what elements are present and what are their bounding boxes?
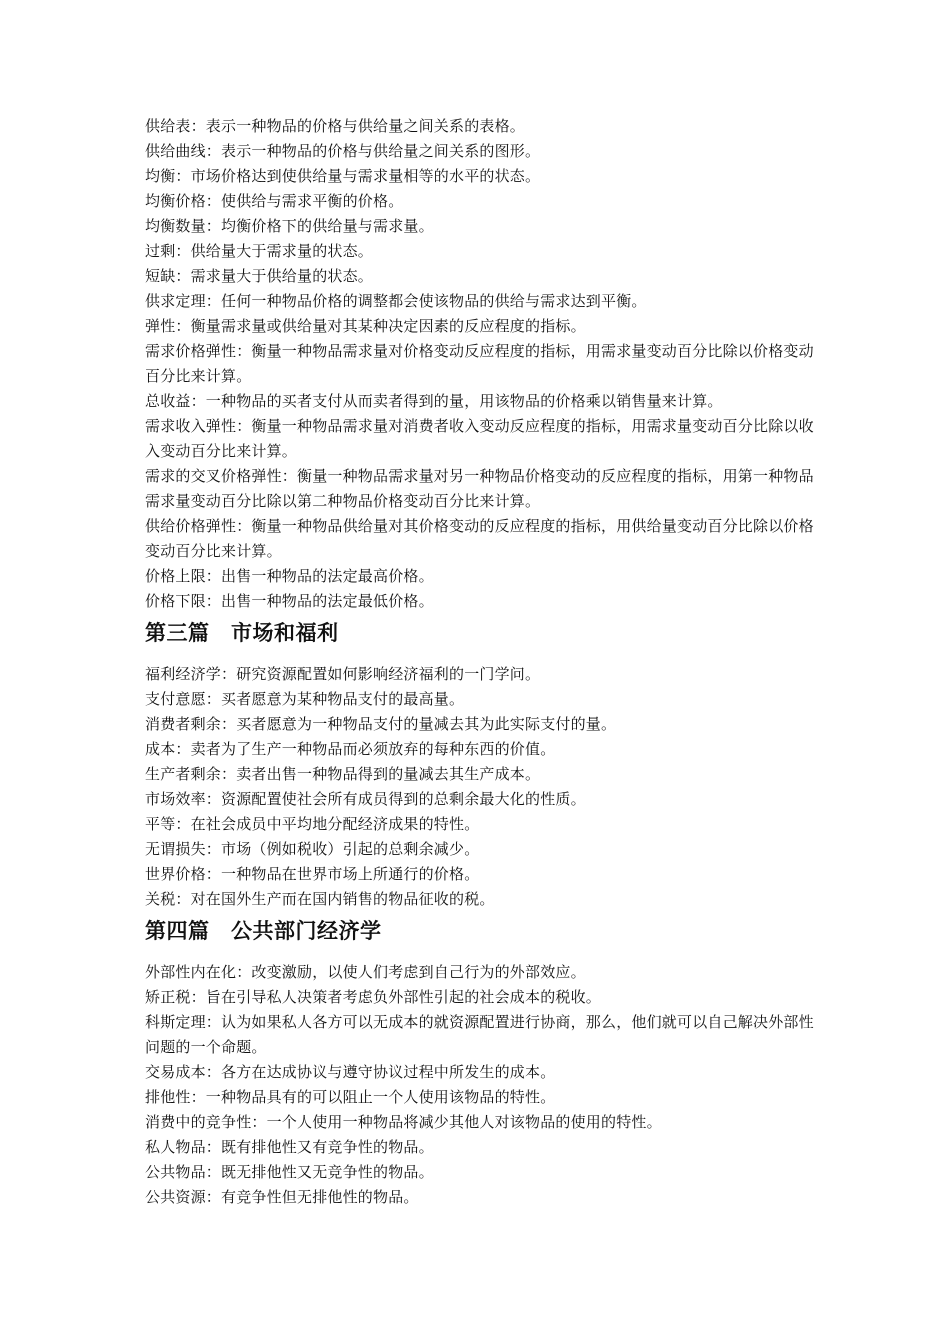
glossary-entry: 公共资源：有竞争性但无排他性的物品。 [145, 1188, 419, 1206]
glossary-entry: 均衡：市场价格达到使供给量与需求量相等的水平的状态。 [145, 167, 541, 185]
glossary-entry: 供给价格弹性：衡量一种物品供给量对其价格变动的反应程度的指标，用供给量变动百分比除以价格变动百分比来计算。 [145, 517, 814, 560]
glossary-entry: 成本：卖者为了生产一种物品而必须放弃的每种东西的价值。 [145, 740, 556, 758]
glossary-entry: 生产者剩余：卖者出售一种物品得到的量减去其生产成本。 [145, 765, 541, 783]
glossary-entry: 市场效率：资源配置使社会所有成员得到的总剩余最大化的性质。 [145, 790, 586, 808]
document-page [145, 114, 825, 1210]
glossary-entry: 消费者剩余：买者愿意为一种物品支付的量减去其为此实际支付的量。 [145, 715, 617, 733]
glossary-entry: 供给表：表示一种物品的价格与供给量之间关系的表格。 [145, 117, 526, 135]
glossary-entry: 过剩：供给量大于需求量的状态。 [145, 242, 374, 260]
glossary-entry: 交易成本：各方在达成协议与遵守协议过程中所发生的成本。 [145, 1063, 556, 1081]
section-title: 市场和福利 [231, 620, 339, 645]
section-number: 第四篇 [145, 918, 210, 943]
glossary-entry: 供求定理：任何一种物品价格的调整都会使该物品的供给与需求达到平衡。 [145, 292, 647, 310]
glossary-entry: 价格下限：出售一种物品的法定最低价格。 [145, 592, 434, 610]
glossary-entry: 需求价格弹性：衡量一种物品需求量对价格变动反应程度的指标，用需求量变动百分比除以价格变动百分比来计算。 [145, 342, 814, 385]
glossary-entry: 科斯定理：认为如果私人各方可以无成本的就资源配置进行协商，那么，他们就可以自己解决外部性问题的一个命题。 [145, 1013, 814, 1056]
glossary-block-3 [145, 662, 825, 912]
glossary-entry: 福利经济学：研究资源配置如何影响经济福利的一门学问。 [145, 665, 541, 683]
section-heading-4 [145, 916, 825, 946]
glossary-block-4 [145, 960, 825, 1210]
glossary-entry: 矫正税：旨在引导私人决策者考虑负外部性引起的社会成本的税收。 [145, 988, 602, 1006]
glossary-entry: 供给曲线：表示一种物品的价格与供给量之间关系的图形。 [145, 142, 541, 160]
section-number: 第三篇 [145, 620, 210, 645]
glossary-entry: 价格上限：出售一种物品的法定最高价格。 [145, 567, 434, 585]
glossary-entry: 世界价格：一种物品在世界市场上所通行的价格。 [145, 865, 480, 883]
glossary-entry: 消费中的竞争性：一个人使用一种物品将减少其他人对该物品的使用的特性。 [145, 1113, 662, 1131]
glossary-entry: 均衡价格：使供给与需求平衡的价格。 [145, 192, 404, 210]
glossary-entry: 关税：对在国外生产而在国内销售的物品征收的税。 [145, 890, 495, 908]
section-title: 公共部门经济学 [231, 918, 382, 943]
glossary-entry: 外部性内在化：改变激励，以使人们考虑到自己行为的外部效应。 [145, 963, 586, 981]
glossary-entry: 短缺：需求量大于供给量的状态。 [145, 267, 374, 285]
glossary-entry: 支付意愿：买者愿意为某种物品支付的最高量。 [145, 690, 465, 708]
glossary-entry: 均衡数量：均衡价格下的供给量与需求量。 [145, 217, 434, 235]
glossary-block-1 [145, 114, 825, 614]
glossary-entry: 总收益：一种物品的买者支付从而卖者得到的量，用该物品的价格乘以销售量来计算。 [145, 392, 723, 410]
glossary-entry: 排他性：一种物品具有的可以阻止一个人使用该物品的特性。 [145, 1088, 556, 1106]
section-heading-3 [145, 618, 825, 648]
glossary-entry: 无谓损失：市场（例如税收）引起的总剩余减少。 [145, 840, 480, 858]
glossary-entry: 私人物品：既有排他性又有竞争性的物品。 [145, 1138, 434, 1156]
glossary-entry: 公共物品：既无排他性又无竞争性的物品。 [145, 1163, 434, 1181]
glossary-entry: 需求的交叉价格弹性：衡量一种物品需求量对另一种物品价格变动的反应程度的指标，用第一种物品需求量变动百分比除以第二种物品价格变动百分比来计算。 [145, 467, 814, 510]
glossary-entry: 弹性：衡量需求量或供给量对其某种决定因素的反应程度的指标。 [145, 317, 586, 335]
glossary-entry: 平等：在社会成员中平均地分配经济成果的特性。 [145, 815, 480, 833]
glossary-entry: 需求收入弹性：衡量一种物品需求量对消费者收入变动反应程度的指标，用需求量变动百分比除以收入变动百分比来计算。 [145, 417, 814, 460]
